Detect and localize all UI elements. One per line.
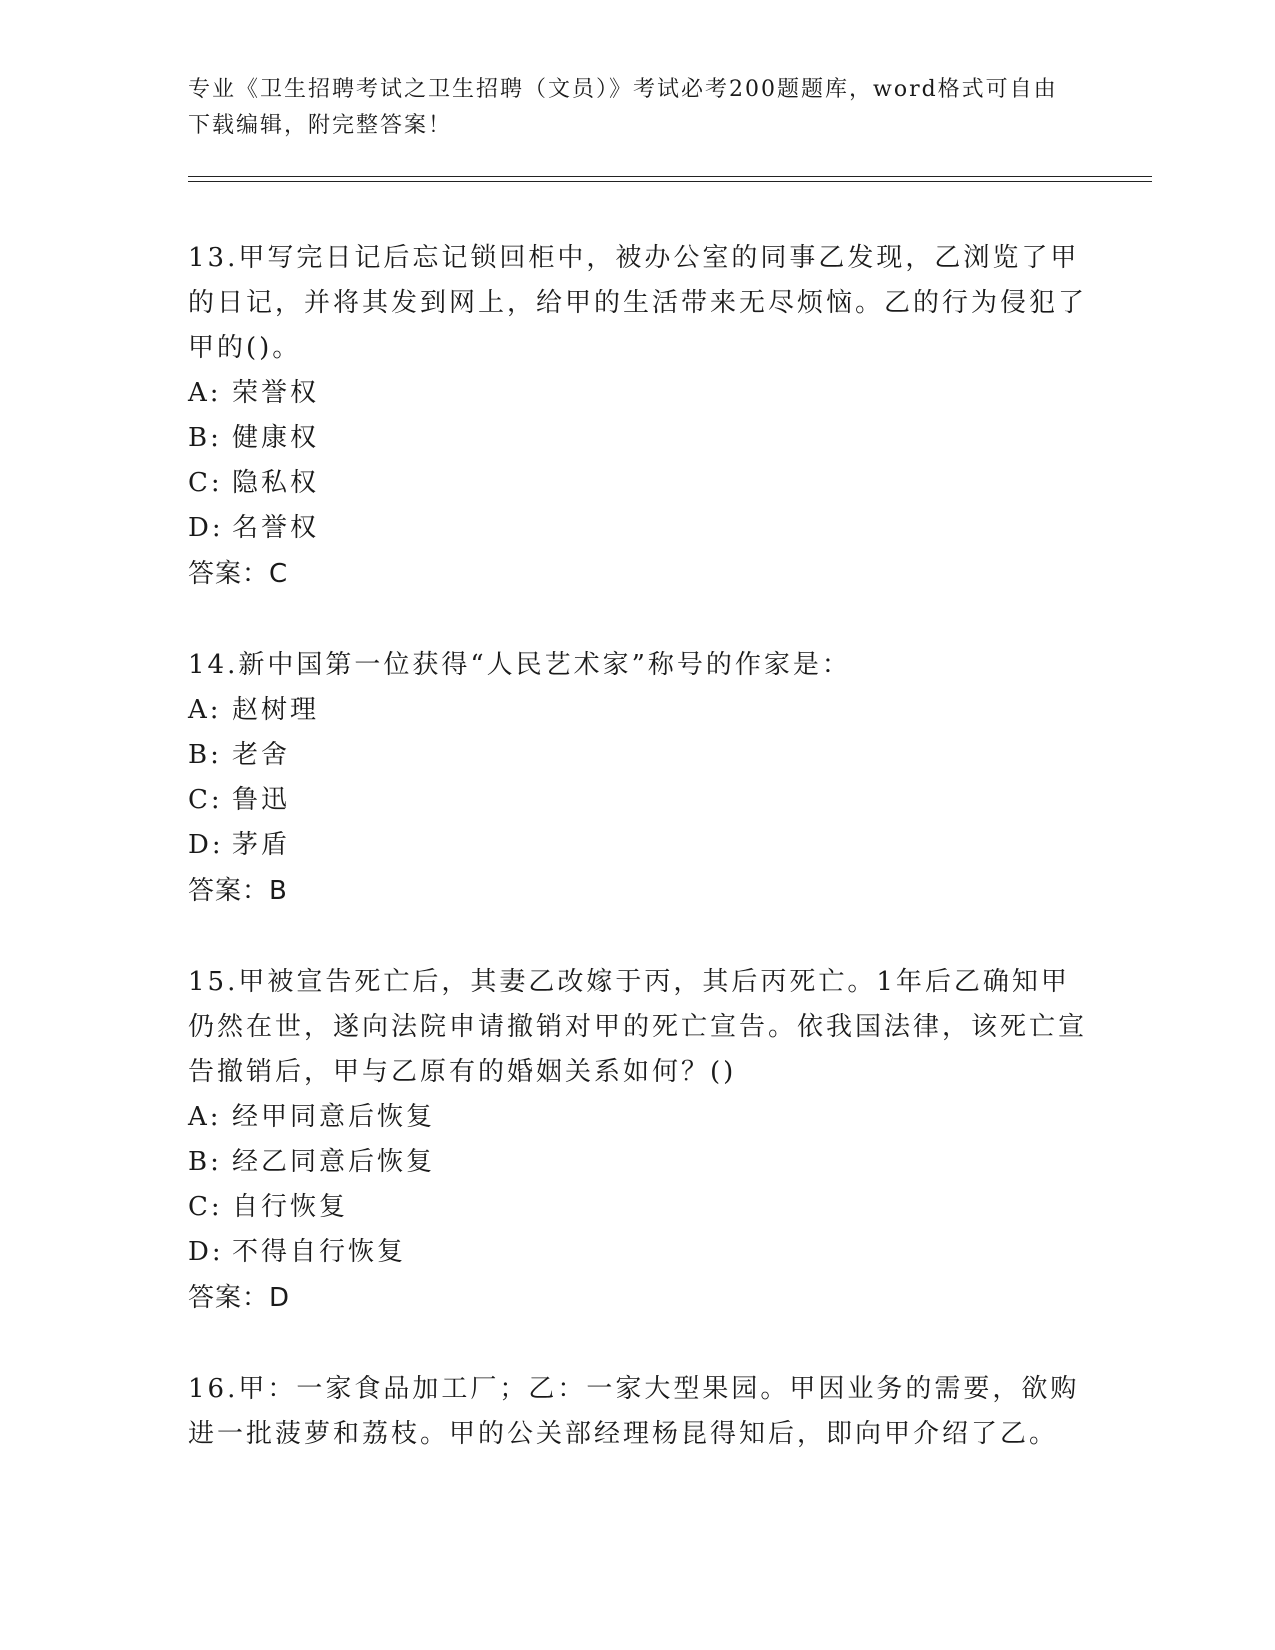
document-header (188, 72, 1068, 144)
question-16 (188, 1367, 1088, 1457)
option-text: 老舍 (232, 740, 291, 770)
option-letter: A: (188, 378, 222, 408)
option-c (188, 461, 1088, 506)
option-text: 隐私权 (232, 468, 320, 498)
option-b (188, 416, 1088, 461)
question-text: 13.甲写完日记后忘记锁回柜中，被办公室的同事乙发现，乙浏览了甲的日记，并将其发到网上，给甲的生活带来无尽烦恼。乙的行为侵犯了甲的()。 (188, 243, 1088, 363)
option-text: 经甲同意后恢复 (232, 1102, 436, 1132)
option-letter: B: (188, 1147, 222, 1177)
option-a (188, 371, 1088, 416)
option-letter: D: (188, 1237, 224, 1267)
option-letter: B: (188, 740, 222, 770)
option-letter: C: (188, 1192, 223, 1222)
option-c (188, 1185, 1088, 1230)
option-d (188, 506, 1088, 551)
option-letter: A: (188, 1102, 222, 1132)
option-d (188, 823, 1088, 868)
option-letter: C: (188, 468, 223, 498)
option-letter: A: (188, 695, 222, 725)
answer-line: 答案：D (188, 1283, 291, 1313)
option-text: 赵树理 (232, 695, 320, 725)
question-text: 15.甲被宣告死亡后，其妻乙改嫁于丙，其后丙死亡。1年后乙确知甲仍然在世，遂向法院申请撤销对甲的死亡宣告。依我国法律，该死亡宣告撤销后，甲与乙原有的婚姻关系如何？() (188, 967, 1088, 1087)
option-letter: D: (188, 830, 224, 860)
answer-line: 答案：C (188, 559, 289, 589)
header-text: 专业《卫生招聘考试之卫生招聘（文员）》考试必考200题题库，word格式可自由下载编辑，附完整答案！ (188, 77, 1058, 138)
question-text: 16.甲：一家食品加工厂；乙：一家大型果园。甲因业务的需要，欲购进一批菠萝和荔枝。甲的公关部经理杨昆得知后，即向甲介绍了乙。 (188, 1374, 1080, 1449)
option-text: 荣誉权 (232, 378, 320, 408)
option-letter: B: (188, 423, 222, 453)
question-15 (188, 960, 1088, 1321)
option-letter: D: (188, 513, 224, 543)
option-text: 经乙同意后恢复 (232, 1147, 436, 1177)
question-14 (188, 643, 1088, 914)
option-a (188, 688, 1088, 733)
question-list (188, 236, 1088, 1503)
header-divider-bottom (188, 181, 1152, 182)
option-d (188, 1230, 1088, 1275)
option-a (188, 1095, 1088, 1140)
option-text: 鲁迅 (232, 785, 291, 815)
option-text: 名誉权 (232, 513, 320, 543)
question-13 (188, 236, 1088, 597)
option-b (188, 733, 1088, 778)
answer-line: 答案：B (188, 876, 288, 906)
option-c (188, 778, 1088, 823)
header-divider-top (188, 176, 1152, 177)
option-text: 不得自行恢复 (232, 1237, 407, 1267)
option-b (188, 1140, 1088, 1185)
option-letter: C: (188, 785, 223, 815)
option-text: 健康权 (232, 423, 320, 453)
question-text: 14.新中国第一位获得“人民艺术家”称号的作家是： (188, 650, 851, 680)
option-text: 自行恢复 (232, 1192, 349, 1222)
option-text: 茅盾 (232, 830, 291, 860)
